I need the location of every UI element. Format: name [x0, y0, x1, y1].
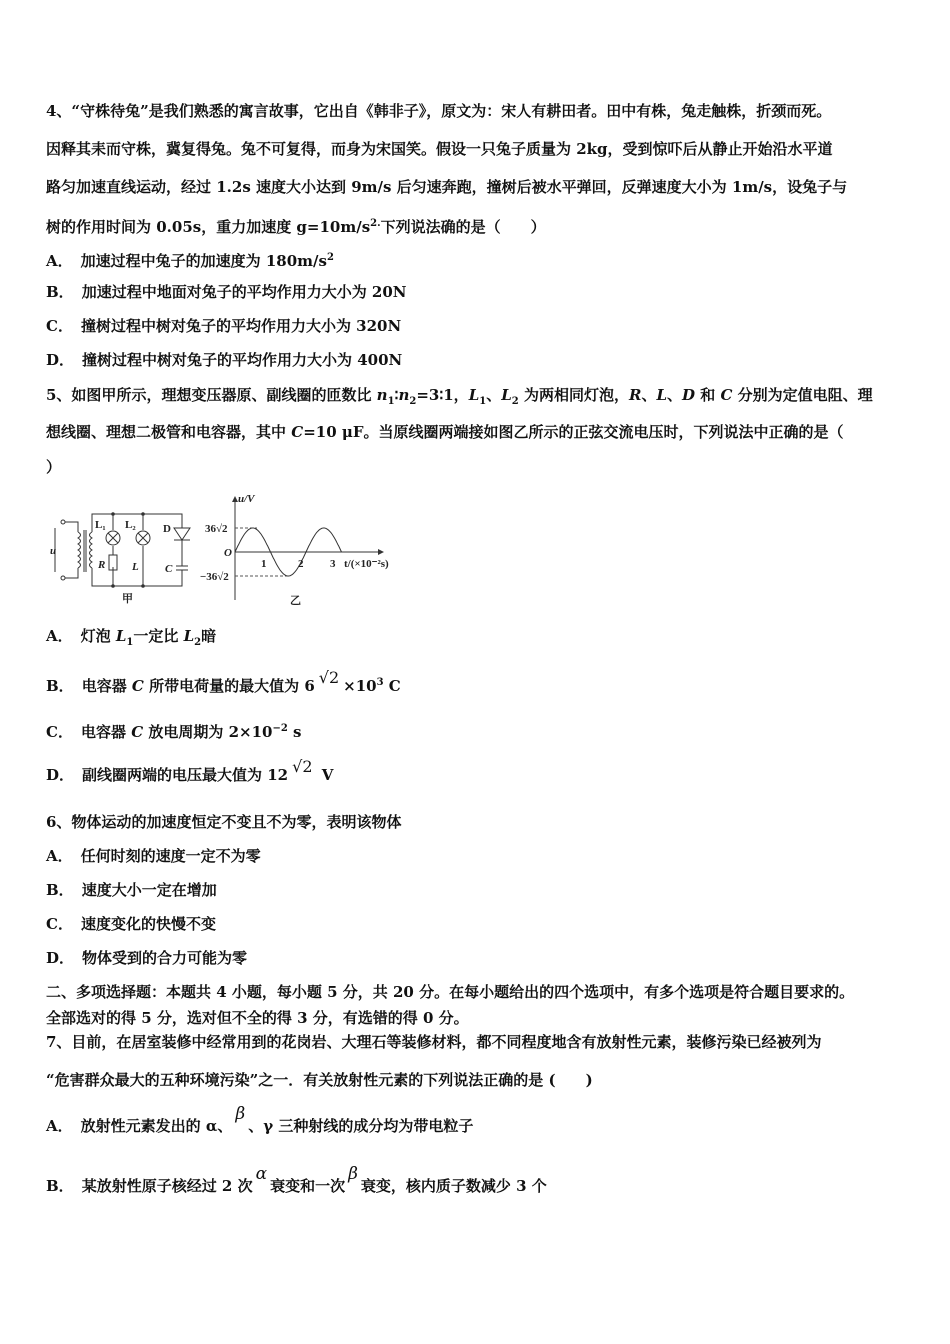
- text: =3∶1，: [416, 386, 469, 404]
- var: D: [682, 386, 696, 404]
- beta-symbol: β: [235, 1104, 246, 1124]
- x-axis-label: t/(×10⁻²s): [344, 558, 389, 570]
- text: 5、如图甲所示，理想变压器原、副线圈的匝数比: [46, 386, 377, 404]
- text: s: [287, 723, 302, 741]
- label-l: L: [132, 561, 139, 573]
- sqrt-2: √2: [318, 668, 340, 687]
- text: 衰变，核内质子数减少 3 个: [360, 1177, 547, 1195]
- q5-option-b[interactable]: [46, 668, 401, 696]
- option-text: 撞树过程中树对兔子的平均作用力大小为 320N: [80, 317, 402, 335]
- q4-option-d[interactable]: [46, 350, 402, 370]
- text: 树的作用时间为 0.05s，重力加速度 g=10m/s: [46, 218, 371, 236]
- label-c: C: [165, 563, 173, 575]
- var: L: [468, 386, 480, 404]
- option-text: 速度大小一定在增加: [81, 881, 217, 899]
- text: 某放射性原子核经过 2 次: [81, 1177, 253, 1195]
- q4-option-a[interactable]: [46, 248, 334, 271]
- label-r: R: [98, 559, 106, 571]
- text: 暗: [201, 627, 217, 645]
- subscript: 2: [511, 396, 519, 407]
- option-label: A．: [46, 252, 73, 270]
- text: 电容器: [80, 723, 132, 741]
- subscript: 2: [194, 637, 202, 648]
- label-l1: L₁: [95, 519, 106, 531]
- text: 灯泡: [80, 627, 116, 645]
- text: V: [316, 766, 334, 784]
- q7-stem-line2: “危害群众最大的五种环境污染”之一．有关放射性元素的下列说法正确的是 ( ): [46, 1071, 593, 1089]
- option-label: A．: [46, 1117, 73, 1135]
- superscript: 3: [376, 677, 384, 688]
- text: 想线圈、理想二极管和电容器，其中: [46, 423, 292, 441]
- label-u: u: [50, 545, 57, 557]
- option-label: B．: [46, 283, 74, 301]
- option-text: 任何时刻的速度一定不为零: [80, 847, 261, 865]
- q5-figure: [50, 492, 410, 611]
- var: R: [628, 386, 642, 404]
- text: 为两相同灯泡，: [518, 386, 629, 404]
- text: 衰变和一次: [270, 1177, 346, 1195]
- caption-jia: 甲: [122, 593, 133, 605]
- q6-option-a[interactable]: [46, 846, 261, 866]
- var: C: [291, 423, 304, 441]
- text: 一定比: [133, 627, 184, 645]
- q6-stem: 6、物体运动的加速度恒定不变且不为零，表明该物体: [46, 813, 402, 831]
- q6-option-d[interactable]: [46, 948, 247, 968]
- option-text: 加速过程中地面对兔子的平均作用力大小为 20N: [81, 283, 407, 301]
- var: C: [131, 723, 144, 741]
- subscript: 2: [409, 396, 417, 407]
- origin-label: O: [224, 547, 232, 559]
- y-max-label: 36√2: [205, 523, 228, 535]
- q4-stem-line4: [46, 214, 546, 237]
- option-label: A．: [46, 627, 73, 645]
- var: C: [720, 386, 733, 404]
- q5-stem-line2: [46, 422, 843, 442]
- text: 、: [486, 386, 502, 404]
- text: 下列说法确的是（ ）: [380, 218, 546, 236]
- text: 放电周期为 2×10: [143, 723, 273, 741]
- circuit-and-graph: [50, 492, 410, 607]
- option-label: C．: [46, 915, 73, 933]
- subscript: 1: [387, 396, 395, 407]
- var: L: [656, 386, 667, 404]
- x-tick-2: 2: [298, 558, 304, 570]
- var: L: [115, 627, 127, 645]
- text: 副线圈两端的电压最大值为 12: [82, 766, 289, 784]
- text: 电容器: [81, 677, 132, 695]
- y-min-label: −36√2: [200, 571, 229, 583]
- option-text: 速度变化的快慢不变: [80, 915, 216, 933]
- x-tick-1: 1: [261, 558, 267, 570]
- q4-option-b[interactable]: [46, 282, 407, 302]
- subscript: 1: [479, 396, 487, 407]
- q4-stem-line2: 因释其耒而守株，冀复得兔。兔不可复得，而身为宋国笑。假设一只兔子质量为 2kg，受到惊吓后从静止开始沿水平道: [46, 140, 833, 158]
- x-tick-3: 3: [330, 558, 336, 570]
- option-label: C．: [46, 317, 73, 335]
- text: =10 μF。当原线圈两端接如图乙所示的正弦交流电压时，下列说法中正确的是（: [303, 423, 844, 441]
- q7-stem-line1: 7、目前，在居室装修中经常用到的花岗岩、大理石等装修材料，都不同程度地含有放射性元素，装修污染已经被列为: [46, 1033, 822, 1051]
- option-label: B．: [46, 1177, 74, 1195]
- option-label: D．: [46, 766, 75, 784]
- var: L: [501, 386, 512, 404]
- var: n: [398, 386, 410, 404]
- q4-option-c[interactable]: [46, 316, 401, 336]
- q5-stem-line1: [46, 385, 873, 412]
- caption-yi: 乙: [290, 595, 301, 607]
- sqrt-2: √2: [292, 757, 313, 776]
- alpha-symbol: α: [255, 1164, 268, 1184]
- label-d: D: [163, 523, 171, 535]
- text: ×10: [343, 677, 377, 695]
- option-text: 物体受到的合力可能为零: [82, 949, 248, 967]
- y-axis-label: u/V: [238, 493, 255, 505]
- q4-stem-line3: 路匀加速直线运动，经过 1.2s 速度大小达到 9m/s 后匀速奔跑，撞树后被水平弹回，反弹速度大小为 1m/s，设兔子与: [46, 178, 848, 196]
- q6-option-b[interactable]: [46, 880, 217, 900]
- q5-option-a[interactable]: [46, 626, 216, 653]
- var: L: [183, 627, 195, 645]
- option-label: C．: [46, 723, 73, 741]
- q5-option-d[interactable]: [46, 757, 334, 785]
- option-label: D．: [46, 949, 75, 967]
- var: C: [131, 677, 144, 695]
- option-text: 加速过程中兔子的加速度为 180m/s: [80, 252, 327, 270]
- option-label: D．: [46, 351, 75, 369]
- text: C: [383, 677, 401, 695]
- q4-stem-line1: 4、“守株待兔”是我们熟悉的寓言故事，它出自《韩非子》，原文为：宋人有耕田者。田中有株，兔走触株，折颈而死。: [46, 102, 832, 120]
- text: 放射性元素发出的 α、: [80, 1117, 233, 1135]
- superscript: 2: [326, 252, 334, 263]
- text: 、: [641, 386, 657, 404]
- section2-instructions-line1: 二、多项选择题：本题共 4 小题，每小题 5 分，共 20 分。在每小题给出的四个选项中，有多个选项是符合题目要求的。: [46, 983, 855, 1001]
- text: 和: [695, 386, 721, 404]
- superscript: 2.: [370, 218, 381, 229]
- voltage-graph: [200, 493, 389, 607]
- subscript: 1: [126, 637, 134, 648]
- q7-option-a[interactable]: [46, 1104, 474, 1136]
- q5-stem-line3: ）: [46, 458, 62, 476]
- q5-option-c[interactable]: [46, 719, 301, 742]
- option-label: A．: [46, 847, 73, 865]
- q7-option-b[interactable]: [46, 1164, 547, 1196]
- text: 所带电荷量的最大值为 6: [143, 677, 315, 695]
- text: 、: [667, 386, 683, 404]
- section2-instructions-line2: 全部选对的得 5 分，选对但不全的得 3 分，有选错的得 0 分。: [46, 1009, 469, 1027]
- q6-option-c[interactable]: [46, 914, 216, 934]
- var: n: [376, 386, 388, 404]
- option-label: B．: [46, 677, 74, 695]
- option-text: 撞树过程中树对兔子的平均作用力大小为 400N: [82, 351, 403, 369]
- text: 、γ 三种射线的成分均为带电粒子: [248, 1117, 474, 1135]
- beta-symbol: β: [348, 1164, 358, 1184]
- option-label: B．: [46, 881, 74, 899]
- superscript: −2: [272, 723, 288, 734]
- text: 分别为定值电阻、理: [732, 386, 873, 404]
- text: ∶: [394, 386, 399, 404]
- label-l2: L₂: [125, 519, 136, 531]
